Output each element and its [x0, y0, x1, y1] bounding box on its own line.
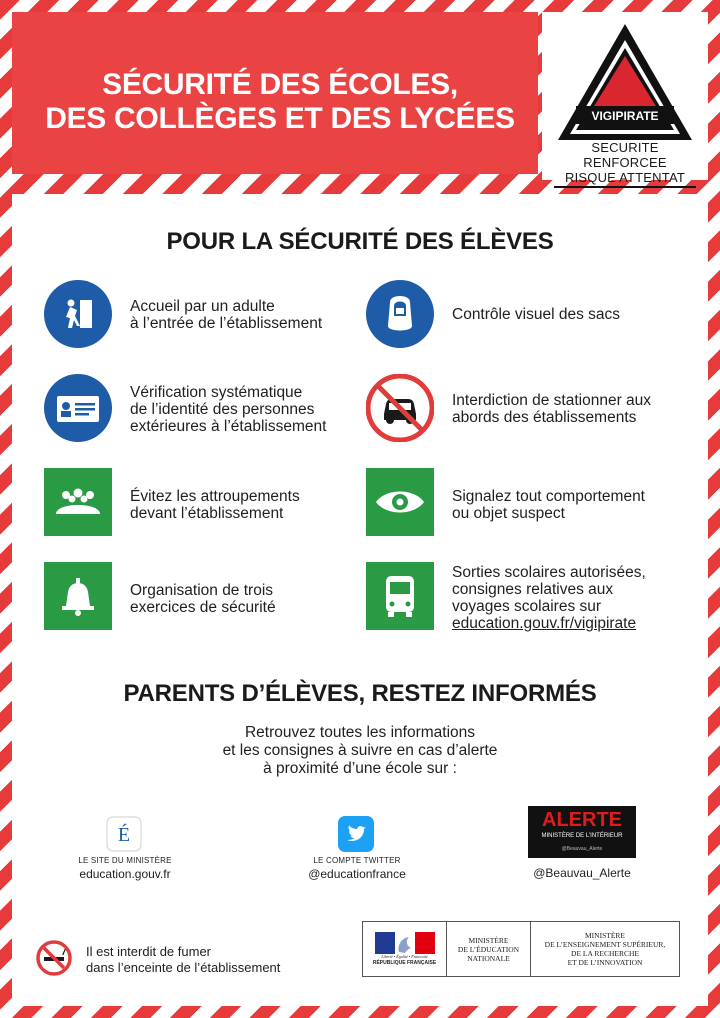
intro-text: Retrouvez toutes les informations et les consignes à suivre en cas d’alerte à proximité d’une école sur :: [222, 724, 498, 777]
bag-icon: [366, 280, 434, 348]
page-title: [40, 68, 520, 136]
vigipirate-level: [554, 140, 696, 188]
ministere-enseignement-superieur: MINISTÈRE DE L’ENSEIGNEMENT SUPÉRIEUR, DE LA RECHERCHE ET DE L’INNOVATION: [544, 931, 666, 967]
item-text-signalez: Signalez tout comportement ou objet suspect: [452, 488, 645, 522]
header-banner: [12, 12, 538, 174]
section-title-eleves: POUR LA SÉCURITÉ DES ÉLÈVES: [166, 228, 554, 255]
alerte-account[interactable]: @Beauvau_Alerte: [533, 866, 631, 880]
eye-icon: [366, 468, 434, 536]
bus-icon: [366, 562, 434, 630]
twitter-icon[interactable]: [338, 816, 374, 852]
section-title-parents: PARENTS D’ÉLÈVES, RESTEZ INFORMÉS: [123, 680, 597, 707]
item-text-sorties: Sorties scolaires autorisées, consignes relatives aux voyages scolaires sur education.gouv.fr/vigipirate: [452, 564, 646, 632]
item-text-accueil: Accueil par un adulte à l’entrée de l’établissement: [130, 298, 323, 332]
vigipirate-link[interactable]: education.gouv.fr/vigipirate: [452, 615, 637, 632]
ministere-education-nationale: MINISTÈRE DE L’ÉDUCATION NATIONALE: [447, 922, 531, 976]
item-text-attroupements: Évitez les attroupements devant l’établissement: [130, 488, 300, 522]
marianne-flag-icon: [375, 932, 435, 954]
alerte-subtitle: MINISTÈRE DE L’INTÉRIEUR: [541, 833, 623, 839]
item-text-stationner: Interdiction de stationner aux abords des établissements: [452, 392, 652, 426]
walking-door-icon: [44, 280, 112, 348]
item-text-verification: Vérification systématique de l’identité des personnes extérieures à l’établissement: [130, 384, 327, 435]
no-smoking-icon: [36, 940, 72, 976]
no-smoking-text: Il est interdit de fumer dans l’enceinte de l’établissement: [86, 944, 281, 975]
vigipirate-line-1: SECURITE RENFORCEE: [583, 140, 667, 170]
title-line-1: SÉCURITÉ DES ÉCOLES,: [102, 68, 458, 101]
title-line-2: DES COLLÈGES ET DES LYCÉES: [45, 102, 515, 135]
republique-francaise-logo: [363, 922, 447, 976]
government-logos: [362, 921, 680, 977]
republique-motto: Liberté • Égalité • Fraternité: [381, 953, 428, 959]
crowd-icon: [44, 468, 112, 536]
item-text-exercices: Organisation de trois exercices de sécurité: [130, 582, 276, 616]
marianne-e-icon[interactable]: [106, 816, 142, 852]
republique-text: RÉPUBLIQUE FRANÇAISE: [372, 959, 437, 966]
ministry-site[interactable]: LE SITE DU MINISTÈRE education.gouv.fr: [78, 856, 172, 881]
vigipirate-triangle-icon: [554, 20, 696, 142]
alerte-small-handle: @Beauvau_Alerte: [561, 846, 603, 852]
item-text-sacs: Contrôle visuel des sacs: [452, 306, 620, 323]
svg-text:É: É: [117, 824, 131, 846]
bell-icon: [44, 562, 112, 630]
alerte-title: ALERTE: [542, 809, 622, 831]
twitter-account[interactable]: LE COMPTE TWITTER @educationfrance: [308, 856, 406, 881]
no-parking-car-icon: [366, 374, 434, 442]
alerte-logo[interactable]: [528, 806, 636, 858]
vigipirate-line-2: RISQUE ATTENTAT: [554, 170, 696, 188]
vigipirate-badge: VIGIPIRATE: [591, 109, 659, 123]
id-card-icon: [44, 374, 112, 442]
vigipirate-logo: [542, 12, 708, 185]
